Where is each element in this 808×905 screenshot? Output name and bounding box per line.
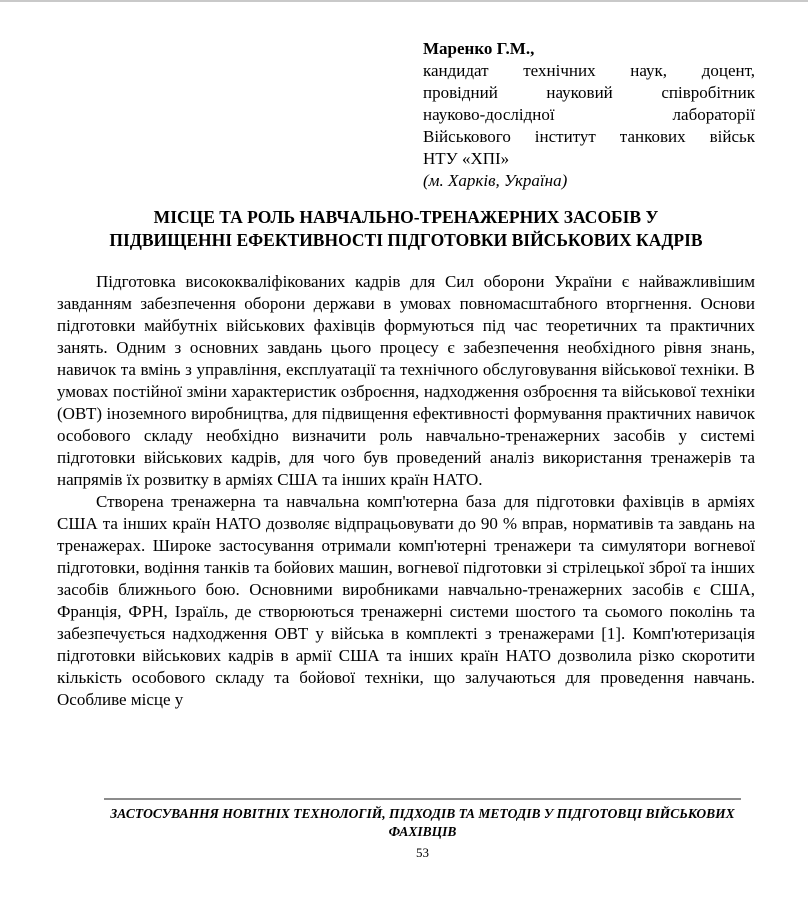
author-affiliation-line: кандидат технічних наук, доцент, (423, 61, 755, 80)
article-body (57, 271, 755, 711)
author-affiliation-line: науково-дослідної лабораторії (423, 105, 755, 124)
article-title-line: ПІДВИЩЕННІ ЕФЕКТИВНОСТІ ПІДГОТОВКИ ВІЙСЬКОВИХ КАДРІВ (109, 230, 703, 250)
page-number: 53 (416, 845, 429, 860)
author-location: (м. Харків, Україна) (423, 171, 568, 190)
author-affiliation-line: НТУ «ХПІ» (423, 149, 510, 168)
paragraph: Створена тренажерна та навчальна комп'ютерна база для підготовки фахівців в арміях США та інших країн НАТО дозволяє відпрацьовувати до 90 % вправ, нормативів та завдань на тренажерах. Широке застосування отримали комп'ютерні тренажери та симулятори вогневої підготовки, водіння танків та бойових машин, вогневої підготовки зі стрілецької зброї та інших засобів ближнього бою. Основними виробниками навчально-тренажерних засобів є США, Франція, ФРН, Ізраїль, де створюються тренажерні системи шостого та сьомого поколінь та забезпечується надходження ОВТ у війська в комплекті з тренажерами [1]. Комп'ютеризація підготовки військових кадрів в армії США та інших країн НАТО дозволила різко скоротити кількість особового складу та бойової техніки, що залучаються для проведення навчань. Особливе місце у (57, 492, 755, 709)
author-block (423, 38, 755, 192)
author-affiliation-line: Військового інститут танкових військ (423, 127, 755, 146)
author-affiliation-line: провідний науковий співробітник (423, 83, 755, 102)
footer-divider (104, 798, 741, 800)
author-name: Маренко Г.М., (423, 39, 535, 58)
paragraph: Підготовка висококваліфікованих кадрів для Сил оборони України є найважливішим завданням забезпечення оборони держави в умовах повномасштабного вторгнення. Основи підготовки майбутніх військових фахівців формуються під час теоретичних та практичних занять. Одним з основних завдань цього процесу є забезпечення необхідного рівня знань, навичок та вмінь з управління, експлуатації та технічного обслуговування військової техніки. В умовах постійної зміни характеристик озброєння, надходження озброєння та військової техніки (ОВТ) іноземного виробництва, для підвищення ефективності формування практичних навичок особового складу необхідно визначити роль навчально-тренажерних засобів у системі підготовки військових кадрів, для чого був проведений аналіз використання тренажерів та напрямів їх розвитку в арміях США та інших країн НАТО. (57, 272, 755, 489)
footer-running-title: ЗАСТОСУВАННЯ НОВІТНІХ ТЕХНОЛОГІЙ, ПІДХОДІВ ТА МЕТОДІВ У ПІДГОТОВЦІ ВІЙСЬКОВИХ ФАХІВЦІВ (110, 806, 735, 839)
article-title-line: МІСЦЕ ТА РОЛЬ НАВЧАЛЬНО-ТРЕНАЖЕРНИХ ЗАСОБІВ У (153, 207, 659, 227)
article-title (57, 206, 755, 252)
